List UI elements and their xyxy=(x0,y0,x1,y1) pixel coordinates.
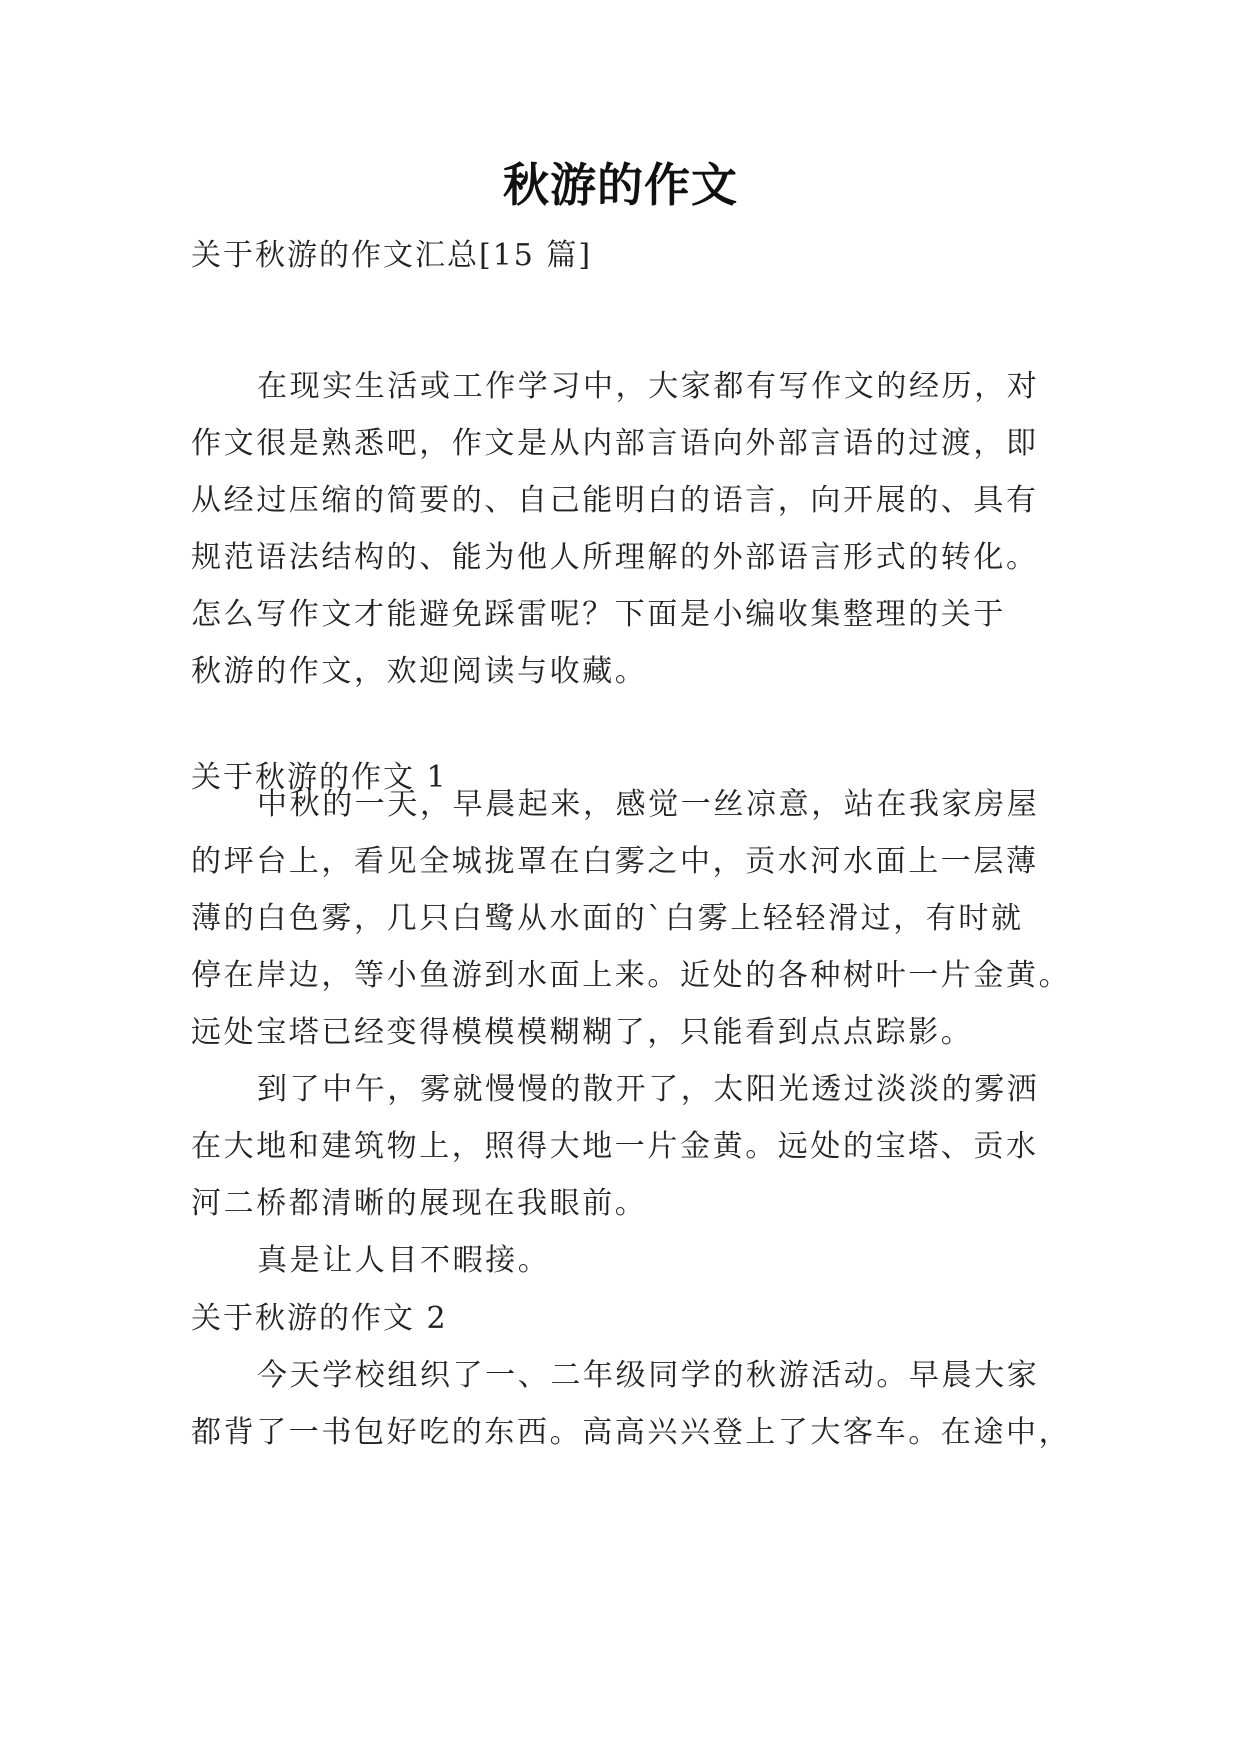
intro-line: 秋游的作文，欢迎阅读与收藏。 xyxy=(191,654,648,689)
intro-paragraph xyxy=(191,358,1071,700)
intro-line: 规范语法结构的、能为他人所理解的外部语言形式的转化。 xyxy=(191,540,1039,575)
essay-line: 远处宝塔已经变得模模模糊糊了，只能看到点点踪影。 xyxy=(191,1015,974,1050)
intro-line: 在现实生活或工作学习中，大家都有写作文的经历，对 xyxy=(257,369,1040,404)
intro-line: 作文很是熟悉吧，作文是从内部言语向外部言语的过渡，即 xyxy=(191,426,1039,461)
document-subtitle: 关于秋游的作文汇总[15 篇] xyxy=(191,238,593,273)
document-title: 秋游的作文 xyxy=(503,158,738,212)
essay-line: 在大地和建筑物上，照得大地一片金黄。远处的宝塔、贡水 xyxy=(191,1129,1039,1164)
essay-line: 今天学校组织了一、二年级同学的秋游活动。早晨大家 xyxy=(257,1358,1040,1393)
essay-line: 河二桥都清晰的展现在我眼前。 xyxy=(191,1186,648,1221)
essay-line: 真是让人目不暇接。 xyxy=(257,1243,551,1278)
essay-line: 停在岸边，等小鱼游到水面上来。近处的各种树叶一片金黄。 xyxy=(191,958,1072,993)
essay-line: 中秋的一天，早晨起来，感觉一丝凉意，站在我家房屋 xyxy=(257,787,1040,822)
essay-2-heading: 关于秋游的作文 2 xyxy=(191,1301,448,1336)
essay-line: 到了中午，雾就慢慢的散开了，太阳光透过淡淡的雾洒 xyxy=(257,1072,1040,1107)
essay-line: 都背了一书包好吃的东西。高高兴兴登上了大客车。在途中， xyxy=(191,1415,1072,1450)
essay-1-heading: 关于秋游的作文 1 xyxy=(191,760,448,795)
essay-1-body xyxy=(191,776,1071,1289)
intro-line: 怎么写作文才能避免踩雷呢？下面是小编收集整理的关于 xyxy=(191,597,1006,632)
essay-2-body xyxy=(191,1347,1071,1461)
essay-line: 薄的白色雾，几只白鹭从水面的`白雾上轻轻滑过，有时就 xyxy=(191,901,1024,936)
essay-line: 的坪台上，看见全城拢罩在白雾之中，贡水河水面上一层薄 xyxy=(191,844,1039,879)
intro-line: 从经过压缩的简要的、自己能明白的语言，向开展的、具有 xyxy=(191,483,1039,518)
